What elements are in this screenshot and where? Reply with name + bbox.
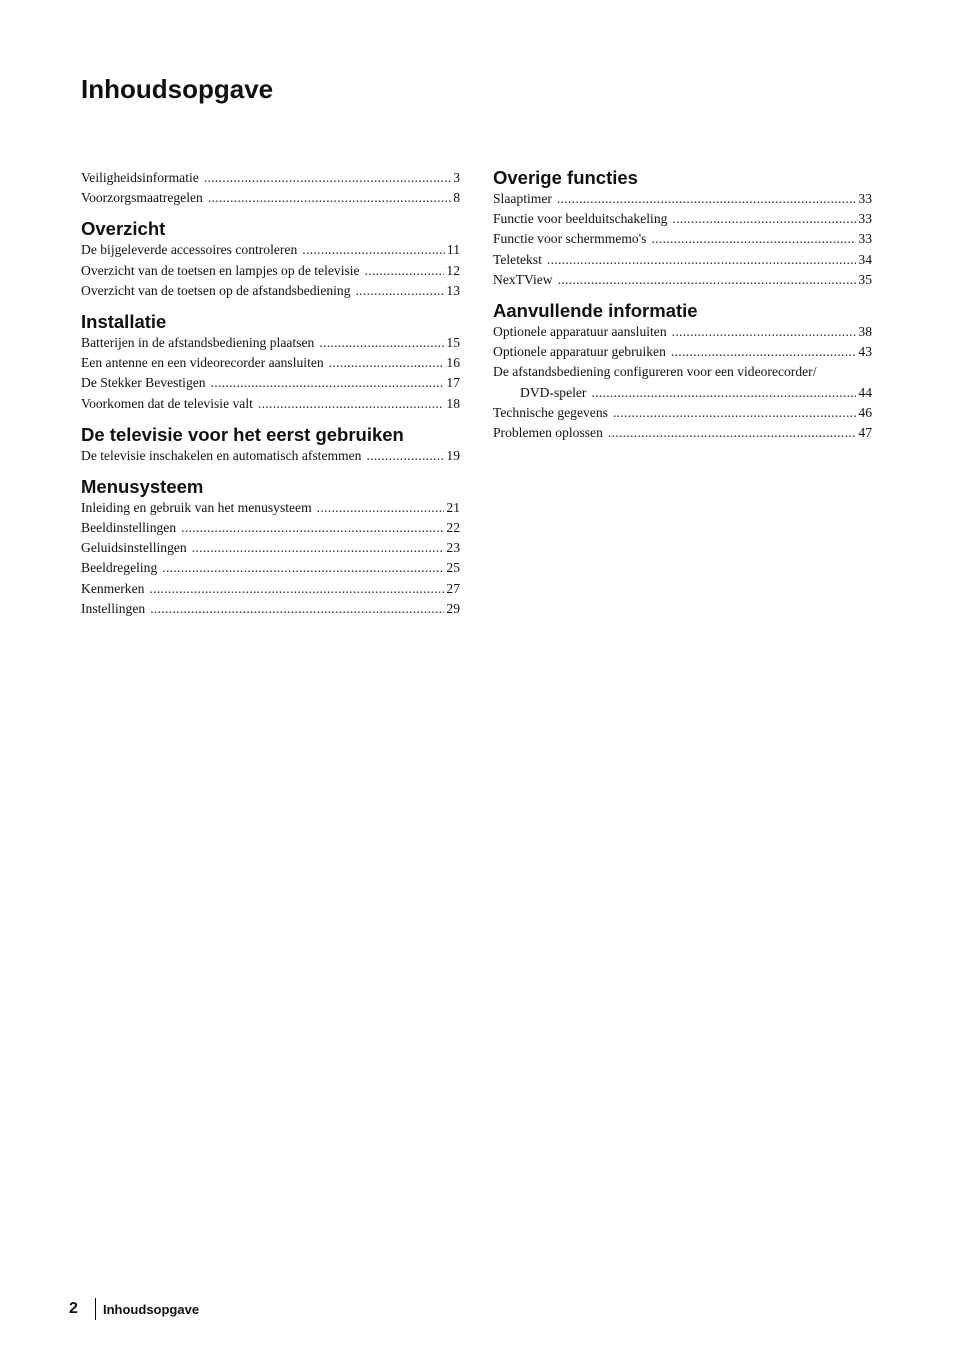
toc-entry[interactable] (81, 373, 460, 393)
section-heading[interactable]: Aanvullende informatie (493, 299, 698, 321)
toc-entry-page: 18 (446, 395, 460, 411)
toc-entry-page: 19 (446, 447, 460, 463)
toc-entry-wrapped[interactable] (493, 362, 872, 382)
toc-entry-title: Slaaptimer (493, 191, 552, 206)
toc-entry[interactable] (493, 189, 872, 209)
dot-leader (211, 373, 445, 393)
toc-entry-title: Functie voor beelduitschakeling (493, 211, 668, 227)
dot-leader (329, 353, 445, 373)
toc-entry-page: 12 (446, 262, 460, 278)
toc-entry-title: De bijgeleverde accessoires controleren (81, 242, 298, 258)
toc-entry-page: 17 (446, 375, 460, 391)
toc-section-overzicht (81, 218, 460, 301)
toc-section-overige-functies (493, 167, 872, 290)
toc-entry-page: 47 (858, 424, 872, 440)
dot-leader (672, 209, 856, 229)
toc-entry-continuation[interactable] (493, 383, 872, 403)
section-heading[interactable]: Installatie (81, 310, 167, 332)
section-heading[interactable]: De televisie voor het eerst gebruiken (81, 423, 404, 445)
toc-entry[interactable] (493, 250, 872, 270)
toc-entry-title: Problemen oplossen (493, 424, 603, 440)
toc-entry-title: Beeldregeling (81, 560, 158, 576)
dot-leader (150, 599, 444, 619)
toc-entry-page: 15 (446, 334, 460, 350)
toc-section-aanvullende-informatie (493, 300, 872, 443)
toc-entry-page: 11 (446, 242, 460, 258)
toc-entry[interactable] (493, 403, 872, 423)
toc-entry-title: Batterijen in de afstandsbediening plaatsen (81, 334, 315, 350)
dot-leader (317, 498, 445, 518)
toc-entry-title: Optionele apparatuur gebruiken (493, 344, 666, 360)
toc-entry[interactable] (81, 353, 460, 373)
dot-leader (366, 446, 444, 466)
toc-entry[interactable] (493, 322, 872, 342)
toc-entry-title: Teletekst (493, 251, 542, 267)
page-number: 2 (69, 1300, 78, 1317)
toc-entry[interactable] (81, 446, 460, 466)
toc-entry[interactable] (493, 423, 872, 443)
toc-entry[interactable] (81, 261, 460, 281)
page-title: Inhoudsopgave (81, 74, 274, 104)
toc-entry-title: Veiligheidsinformatie (81, 170, 199, 185)
toc-section-installatie (81, 311, 460, 414)
toc-entry-title: Kenmerken (81, 580, 145, 596)
toc-entry-page: 22 (446, 520, 460, 536)
toc-entry-page: 46 (858, 404, 872, 420)
toc-entry[interactable] (81, 538, 460, 558)
page-footer (69, 1296, 199, 1322)
toc-entry-title: Overzicht van de toetsen op de afstandsbediening (81, 282, 351, 298)
toc-entry[interactable] (81, 168, 460, 188)
toc-entry-title-continuation: DVD-speler (520, 384, 587, 400)
toc-entry-page: 43 (858, 344, 872, 360)
toc-entry[interactable] (81, 599, 460, 619)
toc-entry-page: 33 (858, 211, 872, 227)
toc-entry-title: Een antenne en een videorecorder aansluiten (81, 355, 324, 371)
section-heading[interactable]: Overzicht (81, 218, 166, 240)
dot-leader (672, 322, 857, 342)
toc-entry-page: 34 (858, 251, 872, 267)
toc-entry-page: 25 (446, 560, 460, 576)
toc-entry-page: 23 (446, 540, 460, 556)
dot-leader (558, 270, 857, 290)
dot-leader (365, 261, 445, 281)
toc-entry-title: Optionele apparatuur aansluiten (493, 323, 667, 339)
dot-leader (204, 168, 451, 188)
toc-entry[interactable] (81, 579, 460, 599)
section-heading[interactable]: Overige functies (493, 167, 638, 188)
dot-leader (613, 403, 856, 423)
dot-leader (162, 558, 444, 578)
dot-leader (192, 538, 445, 558)
toc-entry[interactable] (81, 188, 460, 208)
toc-entry-title: De afstandsbediening configureren voor een videorecorder/ (493, 364, 817, 380)
toc-entry-title: Technische gegevens (493, 404, 608, 420)
toc-entry-title: Beeldinstellingen (81, 520, 177, 536)
toc-entry[interactable] (493, 229, 872, 249)
toc-entry-title: Geluidsinstellingen (81, 540, 187, 556)
dot-leader (557, 189, 857, 209)
dot-leader (302, 240, 445, 260)
toc-section-menusysteem (81, 476, 460, 619)
dot-leader (149, 579, 444, 599)
toc-entry-page: 33 (858, 231, 872, 247)
dot-leader (591, 383, 856, 403)
toc-right-column (493, 168, 872, 443)
toc-entry-page: 13 (446, 282, 460, 298)
toc-entry-title: Voorzorgsmaatregelen (81, 190, 203, 206)
dot-leader (547, 250, 857, 270)
toc-entry-title: NexTView (493, 271, 553, 287)
dot-leader (181, 518, 444, 538)
dot-leader (319, 333, 444, 353)
toc-entry-title: Overzicht van de toetsen en lampjes op de televisie (81, 262, 360, 278)
toc-entry[interactable] (81, 333, 460, 353)
toc-entry-title: Inleiding en gebruik van het menusysteem (81, 499, 312, 515)
toc-entry[interactable] (493, 209, 872, 229)
toc-entry-page: 21 (446, 499, 460, 515)
toc-entry-title: Voorkomen dat de televisie valt (81, 395, 253, 411)
toc-entry[interactable] (493, 342, 872, 362)
toc-entry[interactable] (81, 240, 460, 260)
dot-leader (356, 281, 445, 301)
dot-leader (608, 423, 857, 443)
toc-entry-page: 38 (858, 323, 872, 339)
toc-entry-page: 35 (858, 271, 872, 287)
toc-entry-title: Functie voor schermmemo's (493, 231, 647, 247)
footer-label: Inhoudsopgave (103, 1301, 200, 1317)
dot-leader (208, 188, 451, 208)
toc-entry-title: De televisie inschakelen en automatisch afstemmen (81, 447, 362, 463)
toc-entry[interactable] (81, 558, 460, 578)
toc-entry[interactable] (81, 498, 460, 518)
section-heading[interactable]: Menusysteem (81, 475, 204, 497)
toc-entry[interactable] (493, 270, 872, 290)
dot-leader (651, 229, 856, 249)
toc-entry[interactable] (81, 518, 460, 538)
toc-left-column (81, 168, 460, 619)
toc-entry-page: 29 (446, 600, 460, 616)
footer-divider (95, 1298, 96, 1320)
toc-entry[interactable] (81, 281, 460, 301)
toc-entry-page: 8 (453, 190, 460, 206)
toc-entry-page: 27 (446, 580, 460, 596)
toc-entry-title: Instellingen (81, 600, 146, 616)
toc-entry-page: 33 (858, 191, 872, 206)
toc-section-eerst-gebruiken (81, 424, 460, 466)
toc-entry-page: 44 (858, 384, 872, 400)
toc-intro (81, 168, 460, 208)
toc-entry-page: 3 (453, 170, 460, 185)
toc-entry-page: 16 (446, 355, 460, 371)
toc-entry-title: De Stekker Bevestigen (81, 375, 206, 391)
toc-entry[interactable] (81, 394, 460, 414)
dot-leader (258, 394, 445, 414)
dot-leader (671, 342, 857, 362)
